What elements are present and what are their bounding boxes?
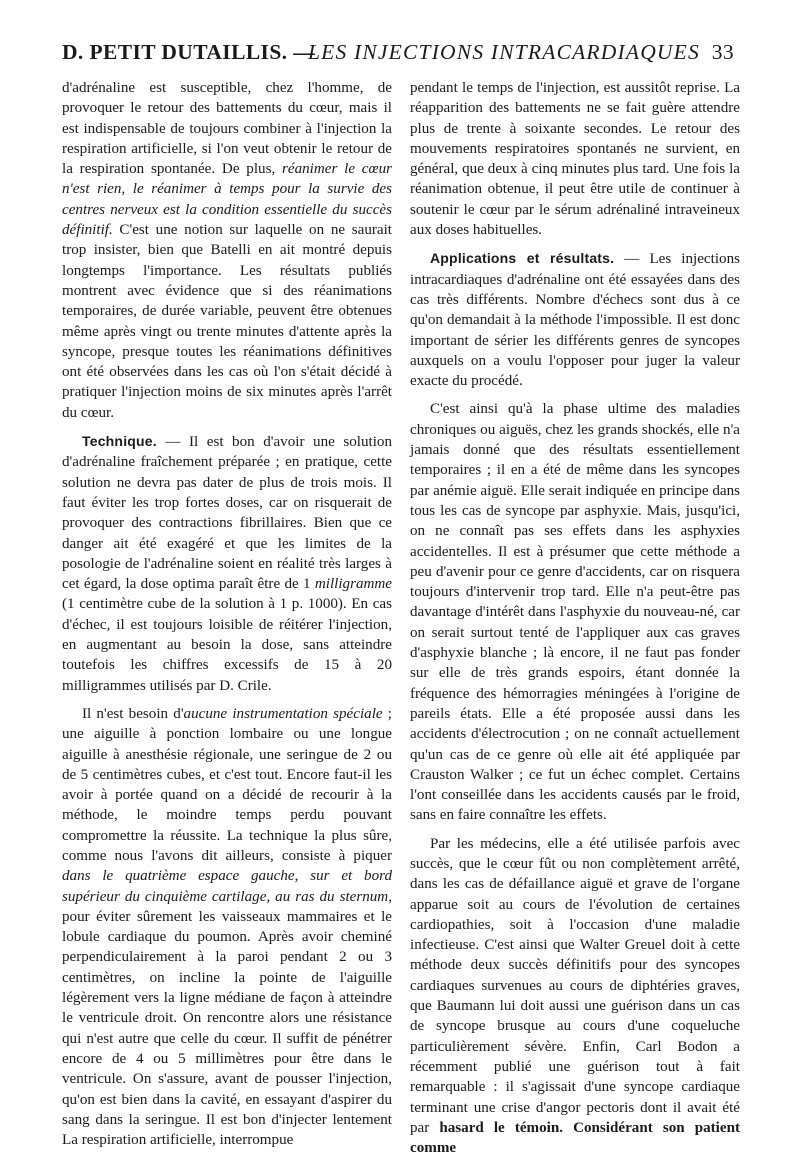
text-run: Il n'est besoin d' bbox=[82, 705, 184, 722]
text-run: (1 centimètre cube de la solution à 1 p. 1000). En cas d'échec, il est toujours loisible de réitérer l'injection, en augmentant au besoin la dose, sans atteindre toutefois les chiffres excessifs de 15 à 20 milligrammes utilisés par D. Crile. bbox=[62, 596, 392, 694]
text-run: ; une aiguille à ponction lombaire ou une longue aiguille à anesthésie régionale, une seringue de 2 ou de 5 centimètres cubes, et c'est tout. Encore faut-il les avoir à portée quand on a décidé de recourir à la méthode, le moindre temps perdu pouvant compromettre la réussite. La technique la plus sûre, comme nous l'avons dit ailleurs, consiste à piquer bbox=[62, 705, 392, 864]
paragraph-medecins bbox=[410, 834, 740, 1158]
paragraph-applications bbox=[410, 248, 740, 391]
emphasis-text: dans le quatrième espace gauche, sur et bord supérieur du cinquième cartilage, au ras du sternum bbox=[62, 868, 392, 905]
text-run: — Il est bon d'avoir une solution d'adrénaline fraîchement préparée ; en pratique, cette solution ne devra pas dater de plus de trois mois. Il faut éviter les trop fortes doses, car on risquerait de provoquer des contractions fibrillaires. Bien que ce danger ait été exagéré et que les limites de la posologie de l'adrénaline soient en réalité très larges à cet égard, la dose optima paraît être de 1 bbox=[62, 434, 392, 593]
header-author: D. PETIT DUTAILLIS. — bbox=[62, 40, 316, 64]
paragraph-instrumentation bbox=[62, 704, 392, 1151]
left-column bbox=[62, 78, 392, 1150]
emphasis-text: aucune instrumentation spéciale bbox=[183, 705, 383, 722]
running-header bbox=[62, 40, 738, 74]
text-run: d'adrénaline est susceptible, chez l'homme, de provoquer le retour des battements du cœur, mais il est indispensable de toujours combiner à l'injection la respiration artificielle, si l'on veut obtenir le retour de la respiration spontanée. De plus, bbox=[62, 80, 392, 178]
text-run: — Les injections intracardiaques d'adrénaline ont été essayées dans des cas très différents. Nombre d'échecs sont dus à ce qu'on demandait à la méthode l'impossible. Il est donc important de sérier les différents genres de syncopes auxquels on a voulu l'opposer pour juger la valeur exacte du procédé. bbox=[410, 251, 740, 390]
section-heading-technique: Technique. bbox=[82, 433, 157, 450]
paragraph-continuation: pendant le temps de l'injection, est aussitôt reprise. La réapparition des battements ne se fait guère attendre plus de trente à soixante secondes. Le retour des mouvements respiratoires spontanés ne survient, en général, que deux à cinq minutes plus tard. Une fois la réanimation obtenue, il peut être utile de continuer à soutenir le cœur par le sérum adrénaliné intraveineux aux doses habituelles. bbox=[410, 80, 740, 239]
text-run: C'est une notion sur laquelle on ne saurait trop insister, bien que Batelli en ait montré depuis longtemps l'importance. Les résultats publiés montrent avec évidence que si des réanimations temporaires, de durée variable, peuvent être obtenues même après vingt ou trente minutes d'attente après la syncope, presque toutes les réanimations définitives ont été observées dans les cas où l'on s'était décidé à pratiquer l'injection moins de six minutes après l'arrêt du cœur. bbox=[62, 222, 392, 421]
text-run: , pour éviter sûrement les vaisseaux mammaires et le lobule cardiaque du poumon. Après avoir cheminé perpendiculairement à la paroi pendant 2 ou 3 centimètres, on incline la pointe de l'aiguille légèrement vers la ligne médiane de façon à atteindre le ventricule droit. On rencontre alors une résistance qui n'est autre que celle du cœur. Il suffit de pénétrer encore de 4 ou 5 millimètres pour être dans le ventricule. On s'assure, avant de pousser l'injection, qu'on est bien dans la cavité, en essayant d'aspirer du sang dans la seringue. Il est bon d'injecter lentement La respiration artificielle, interrompue bbox=[62, 888, 392, 1149]
header-title: LES INJECTIONS INTRACARDIAQUES bbox=[308, 40, 700, 64]
paragraph-syncopes: C'est ainsi qu'à la phase ultime des maladies chroniques ou aiguës, chez les grands shockés, elle n'a jamais donné que des résultats essentiellement temporaires ; il en a été de même dans les syncopes par anémie aiguë. Elle serait indiquée en principe dans tous les cas de syncope par asphyxie. Mais, jusqu'ici, on ne connaît pas ses effets dans les asphyxies accidentelles. Il est à présumer que cette méthode a peu d'avenir pour ce genre d'accidents, car on risquera toujours d'intervenir trop tard. Elle n'a peut-être pas davantage d'intérêt dans l'asphyxie du nouveau-né, car on serait surtout tenté de l'appliquer aux cas graves d'asphyxie blanche ; là encore, il ne faut pas fonder sur elle de très grands espoirs, étant donnée la fréquence des hémorragies méningées à l'origine de pareils états. Elle a été proposée aussi dans les accidents d'électrocution ; on ne connaît actuellement qu'un cas de ce genre où elle ait été appliquée par Crauston Walker ; ce fut un échec complet. Certains l'ont conseillée dans les accidents causés par le froid, sans en faire connaître les effets. bbox=[410, 401, 740, 824]
text-run: Par les médecins, elle a été utilisée parfois avec succès, que le cœur fût ou non complètement arrêté, dans les cas de défaillance aiguë et grave de l'organe apparue soit au cours de l'évolution de certaines cardiopathies, soit à l'occasion d'une maladie infectieuse. C'est ainsi que Walter Greuel doit à cette méthode deux succès définitifs pour des syncopes cardiaques survenues au cours de diphtéries graves, que Baumann lui doit aussi une guérison dans un cas de syncope brusque au cours d'une coqueluche particulièrement sévère. Enfin, Carl Bodon a récemment publié une guérison tout à fait remarquable : il s'agissait d'une syncope cardiaque terminant une crise d'angor pectoris dont il avait été par bbox=[410, 835, 740, 1136]
text-run-bold: hasard le témoin. Considérant son patient comme bbox=[410, 1119, 740, 1157]
paragraph-reanimation bbox=[62, 78, 392, 423]
page-number: 33 bbox=[711, 40, 734, 64]
right-column bbox=[410, 78, 740, 1158]
emphasis-text: réanimer le cœur n'est rien, le réanimer à temps pour la survie des centres nerveux est la condition essentielle du succès définitif. bbox=[62, 161, 392, 239]
emphasis-text: milligramme bbox=[314, 576, 392, 593]
section-heading-applications: Applications et résultats. bbox=[430, 250, 615, 267]
paragraph-technique bbox=[62, 431, 392, 696]
